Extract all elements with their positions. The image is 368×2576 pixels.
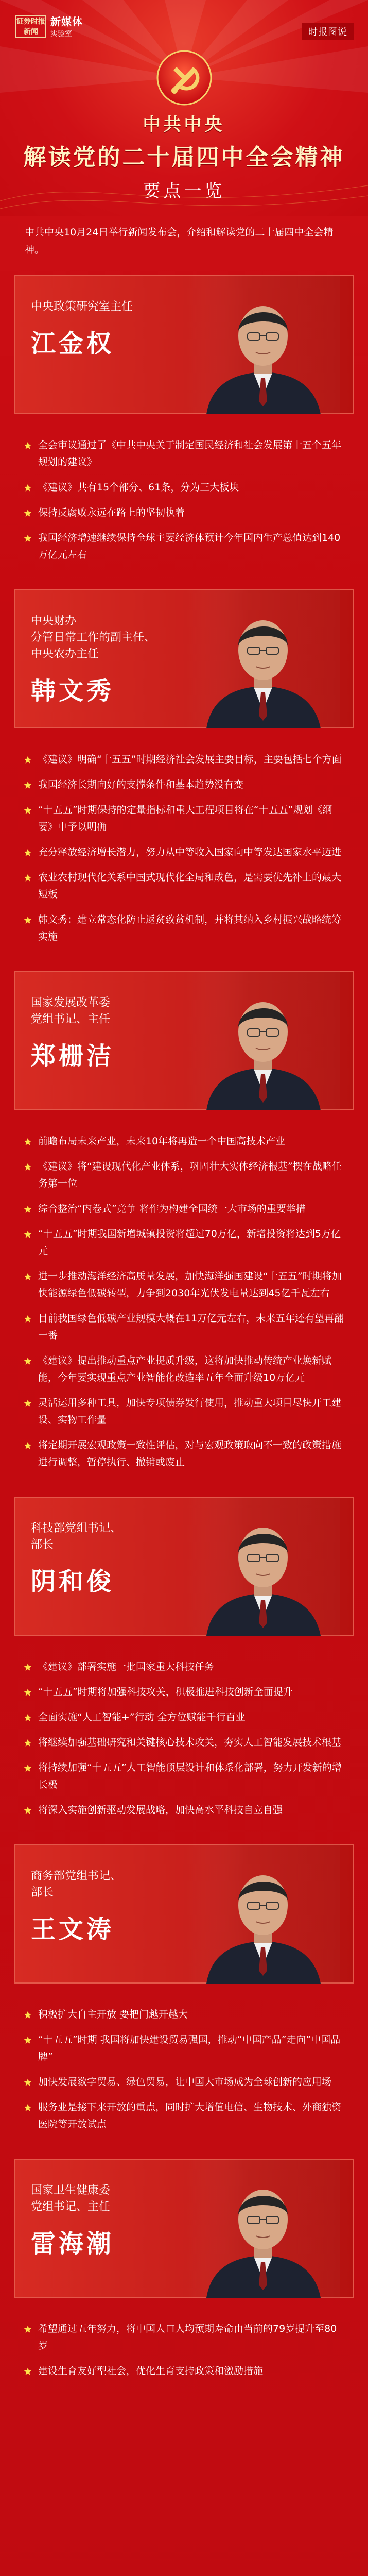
title-line2: 解读党的二十届四中全会精神 bbox=[23, 144, 345, 171]
key-point-text: 农业农村现代化关系中国式现代化全局和成色，是需要优先补上的最大短板 bbox=[38, 872, 342, 900]
star-bullet-icon bbox=[24, 1230, 32, 1239]
person-section bbox=[0, 2146, 368, 2393]
key-point bbox=[24, 504, 344, 521]
star-bullet-icon bbox=[24, 1138, 32, 1146]
star-bullet-icon bbox=[24, 1399, 32, 1408]
key-point-text: 加快发展数字贸易、绿色贸易，让中国大市场成为全球创新的应用场 bbox=[38, 2076, 332, 2088]
star-bullet-icon bbox=[24, 2078, 32, 2087]
key-points-list bbox=[0, 428, 368, 577]
key-point-text: 将持续加强“十五五”人工智能顶层设计和体系化部署，努力开发新的增长极 bbox=[38, 1762, 342, 1790]
key-points-list bbox=[0, 1997, 368, 2146]
key-point bbox=[24, 776, 344, 793]
star-bullet-icon bbox=[24, 874, 32, 882]
key-point-text: 建设生育友好型社会，优化生育支持政策和激励措施 bbox=[38, 2365, 264, 2377]
person-name: 阴和俊 bbox=[31, 1567, 115, 1596]
key-point-text: 积极扩大自主开放 要把门越开越大 bbox=[38, 2009, 188, 2020]
key-point bbox=[24, 1437, 344, 1471]
column-tag: 时报图说 bbox=[302, 23, 354, 40]
star-bullet-icon bbox=[24, 1315, 32, 1323]
key-point bbox=[24, 869, 344, 903]
key-point bbox=[24, 1158, 344, 1192]
key-point-text: 服务业是接下来开放的重点，同时扩大增值电信、生物技术、外商独资医院等开放试点 bbox=[38, 2102, 342, 2130]
header bbox=[0, 0, 368, 216]
star-bullet-icon bbox=[24, 509, 32, 517]
key-point bbox=[24, 1133, 344, 1150]
banner-text bbox=[31, 299, 165, 359]
banner-text bbox=[31, 2182, 165, 2259]
key-point bbox=[24, 751, 344, 768]
key-point bbox=[24, 2074, 344, 2091]
key-point bbox=[24, 1658, 344, 1675]
person-name: 江金权 bbox=[31, 329, 115, 358]
role-line: 党组书记、主任 bbox=[31, 1013, 111, 1026]
key-point bbox=[24, 2363, 344, 2380]
banner-text bbox=[31, 1868, 165, 1945]
key-points-list bbox=[0, 1649, 368, 1832]
star-bullet-icon bbox=[24, 1764, 32, 1772]
key-point bbox=[24, 1802, 344, 1819]
banner-text bbox=[31, 613, 165, 706]
person-section bbox=[0, 577, 368, 959]
logo-mark-top: 证券时报 bbox=[16, 17, 45, 26]
role-line: 党组书记、主任 bbox=[31, 2200, 111, 2213]
key-point bbox=[24, 2099, 344, 2133]
star-bullet-icon bbox=[24, 1739, 32, 1747]
star-bullet-icon bbox=[24, 1273, 32, 1281]
key-point bbox=[24, 437, 344, 471]
key-point-text: 《建议》共有15个部分、61条，分为三大板块 bbox=[38, 482, 239, 493]
star-bullet-icon bbox=[24, 849, 32, 857]
key-point-text: 《建议》将“建设现代化产业体系，巩固壮大实体经济根基”摆在战略任务第一位 bbox=[38, 1161, 342, 1189]
role-line: 中央财办 bbox=[31, 615, 77, 628]
key-point-text: 《建议》部署实施一批国家重大科技任务 bbox=[38, 1661, 215, 1672]
key-point-text: 我国经济增速继续保持全球主要经济体预计今年国内生产总值达到140万亿元左右 bbox=[38, 532, 341, 561]
role-line: 中央农办主任 bbox=[31, 648, 99, 660]
star-bullet-icon bbox=[24, 1442, 32, 1450]
person-section bbox=[0, 959, 368, 1484]
portrait-image bbox=[186, 589, 340, 728]
title-block bbox=[0, 110, 368, 202]
key-points-list bbox=[0, 2311, 368, 2393]
key-point-text: “十五五”时期将加强科技攻关，积极推进科技创新全面提升 bbox=[38, 1686, 293, 1698]
star-bullet-icon bbox=[24, 442, 32, 450]
person-banner bbox=[0, 1484, 368, 1649]
role-line: 部长 bbox=[31, 1538, 54, 1551]
role-line: 国家发展改革委 bbox=[31, 996, 111, 1009]
star-bullet-icon bbox=[24, 2325, 32, 2333]
person-banner bbox=[0, 2146, 368, 2311]
key-point-text: 全面实施“人工智能+”行动 全方位赋能千行百业 bbox=[38, 1711, 246, 1723]
star-bullet-icon bbox=[24, 806, 32, 815]
star-bullet-icon bbox=[24, 534, 32, 543]
star-bullet-icon bbox=[24, 1357, 32, 1365]
role-line: 商务部党组书记、 bbox=[31, 1870, 122, 1883]
title-line3: 要点一览 bbox=[143, 181, 225, 201]
logo-mark bbox=[15, 15, 46, 38]
key-point bbox=[24, 1226, 344, 1260]
key-point-text: 将定期开展宏观政策一致性评估，对与宏观政策取向不一致的政策措施进行调整，暂停执行、撤销或废止 bbox=[38, 1439, 342, 1468]
key-point-text: 保持反腐败永远在路上的坚韧执着 bbox=[38, 507, 185, 518]
star-bullet-icon bbox=[24, 1806, 32, 1815]
star-bullet-icon bbox=[24, 781, 32, 789]
key-point bbox=[24, 479, 344, 496]
key-point-text: “十五五”时期我国新增城镇投资将超过70万亿，新增投资将达到5万亿元 bbox=[38, 1228, 341, 1257]
role-line: 分管日常工作的副主任、 bbox=[31, 631, 156, 644]
brand-logo bbox=[15, 13, 83, 39]
key-point-text: 灵活运用多种工具，加快专项债券发行使用，推动重大项目尽快开工建设、实物工作量 bbox=[38, 1397, 342, 1426]
key-point bbox=[24, 1200, 344, 1217]
key-point-text: 将深入实施创新驱动发展战略，加快高水平科技自立自强 bbox=[38, 1804, 283, 1816]
key-point bbox=[24, 802, 344, 836]
key-point bbox=[24, 1395, 344, 1429]
key-point bbox=[24, 1734, 344, 1751]
star-bullet-icon bbox=[24, 2104, 32, 2112]
key-point-text: 进一步推动海洋经济高质量发展，加快海洋强国建设“十五五”时期将加快能源绿色低碳转型，力争到2030年光伏发电量达到45亿千瓦左右 bbox=[38, 1270, 342, 1299]
star-bullet-icon bbox=[24, 2367, 32, 2376]
person-section bbox=[0, 263, 368, 577]
person-name: 王文涛 bbox=[31, 1915, 115, 1944]
banner-text bbox=[31, 1520, 165, 1597]
key-point bbox=[24, 2320, 344, 2354]
role-line: 部长 bbox=[31, 1886, 54, 1899]
person-banner bbox=[0, 959, 368, 1124]
star-bullet-icon bbox=[24, 1714, 32, 1722]
key-point bbox=[24, 1352, 344, 1386]
key-point bbox=[24, 1310, 344, 1344]
star-bullet-icon bbox=[24, 916, 32, 924]
key-points-list bbox=[0, 742, 368, 959]
title-line1: 中共中央 bbox=[143, 114, 225, 135]
key-point bbox=[24, 1709, 344, 1726]
role-line: 科技部党组书记、 bbox=[31, 1522, 122, 1535]
person-section bbox=[0, 1484, 368, 1832]
key-point-text: 韩文秀：建立常态化防止返贫致贫机制，并将其纳入乡村振兴战略统筹实施 bbox=[38, 914, 342, 942]
intro-paragraph: 中共中央10月24日举行新闻发布会，介绍和解读党的二十届四中全会精神。 bbox=[25, 227, 334, 256]
person-section bbox=[0, 1832, 368, 2146]
key-point-text: 《建议》提出推动重点产业提质升级，这将加快推动传统产业焕新赋能，今年要实现重点产业智能化改造率五年全面升级10万亿元 bbox=[38, 1355, 332, 1383]
key-point bbox=[24, 2006, 344, 2023]
star-bullet-icon bbox=[24, 2011, 32, 2019]
key-point-text: 前瞻布局未来产业，未来10年将再造一个中国高技术产业 bbox=[38, 1136, 286, 1147]
portrait-image bbox=[186, 275, 340, 414]
person-name: 雷海潮 bbox=[31, 2229, 115, 2258]
portrait-image bbox=[186, 1844, 340, 1984]
star-bullet-icon bbox=[24, 1688, 32, 1697]
key-point-text: 希望通过五年努力，将中国人口人均预期寿命由当前的79岁提升至80岁 bbox=[38, 2323, 337, 2351]
banner-text bbox=[31, 995, 165, 1072]
key-point-text: 充分释放经济增长潜力，努力从中等收入国家向中等发达国家水平迈进 bbox=[38, 846, 342, 858]
key-point bbox=[24, 530, 344, 564]
role-line: 中央政策研究室主任 bbox=[31, 300, 133, 313]
party-emblem-icon bbox=[156, 49, 213, 106]
key-point-text: 目前我国绿色低碳产业规模大概在11万亿元左右，未来五年还有望再翻一番 bbox=[38, 1313, 344, 1341]
key-point-text: 《建议》明确“十五五”时期经济社会发展主要目标，主要包括七个方面 bbox=[38, 754, 342, 765]
key-point-text: 我国经济长期向好的支撑条件和基本趋势没有变 bbox=[38, 779, 244, 790]
key-point-text: 将继续加强基础研究和关键核心技术攻关，夯实人工智能发展技术根基 bbox=[38, 1737, 342, 1748]
person-name: 韩文秀 bbox=[31, 676, 115, 705]
key-point bbox=[24, 1759, 344, 1793]
sections bbox=[0, 263, 368, 2393]
person-name: 郑栅洁 bbox=[31, 1042, 115, 1071]
role-line: 国家卫生健康委 bbox=[31, 2184, 111, 2197]
star-bullet-icon bbox=[24, 1663, 32, 1671]
key-point bbox=[24, 844, 344, 861]
star-bullet-icon bbox=[24, 484, 32, 492]
key-point bbox=[24, 911, 344, 945]
portrait-image bbox=[186, 971, 340, 1110]
person-banner bbox=[0, 263, 368, 428]
key-point bbox=[24, 2031, 344, 2065]
key-point-text: 综合整治“内卷式”竞争 将作为构建全国统一大市场的重要举措 bbox=[38, 1203, 306, 1214]
brand-sub: 实验室 bbox=[50, 30, 72, 38]
person-banner bbox=[0, 577, 368, 742]
portrait-image bbox=[186, 1497, 340, 1636]
portrait-image bbox=[186, 2159, 340, 2298]
key-point-text: 全会审议通过了《中共中央关于制定国民经济和社会发展第十五个五年规划的建议》 bbox=[38, 439, 342, 468]
logo-mark-bottom: 新闻 bbox=[24, 27, 38, 36]
key-point-text: “十五五”时期保持的定量指标和重大工程项目将在“十五五”规划《纲要》中予以明确 bbox=[38, 804, 332, 833]
star-bullet-icon bbox=[24, 1205, 32, 1213]
star-bullet-icon bbox=[24, 756, 32, 764]
key-point bbox=[24, 1684, 344, 1701]
person-banner bbox=[0, 1832, 368, 1997]
star-bullet-icon bbox=[24, 2036, 32, 2044]
star-bullet-icon bbox=[24, 1163, 32, 1171]
key-point bbox=[24, 1268, 344, 1302]
key-points-list bbox=[0, 1124, 368, 1484]
key-point-text: “十五五”时期 我国将加快建设贸易强国，推动“中国产品”走向“中国品牌” bbox=[38, 2034, 341, 2062]
brand-name: 新媒体 bbox=[50, 15, 83, 28]
